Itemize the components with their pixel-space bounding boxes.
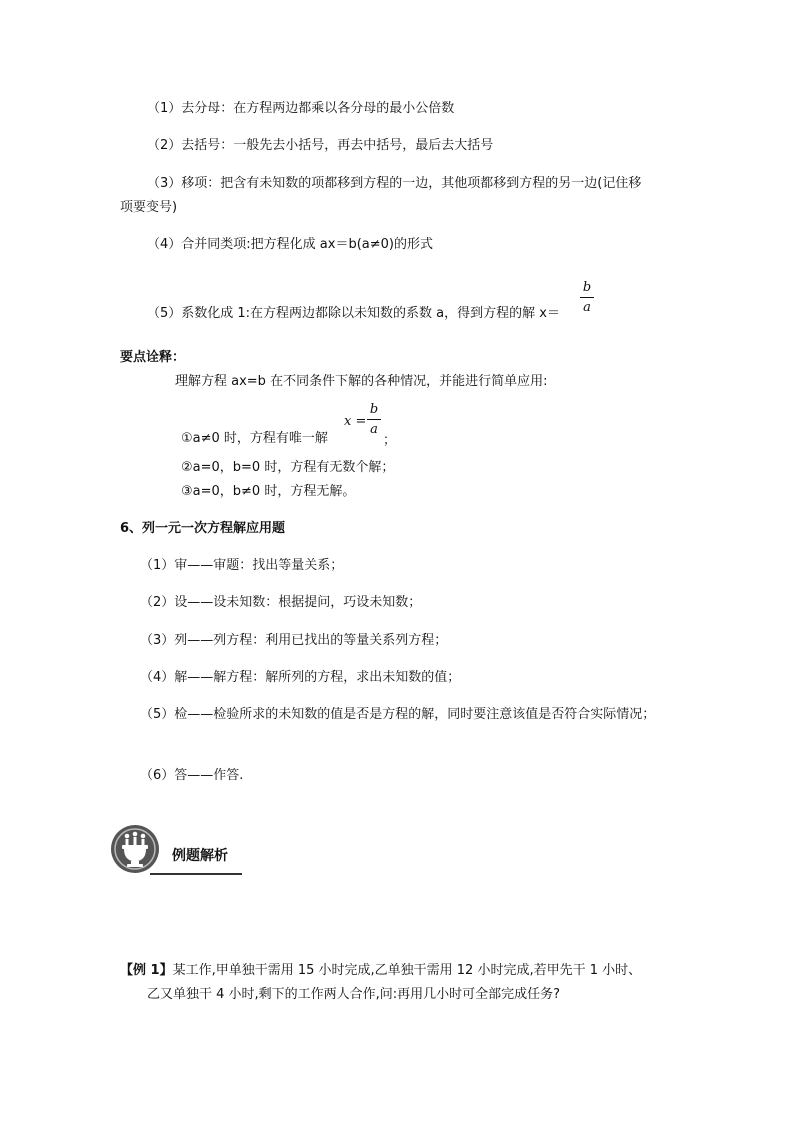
case-3: ③a=0，b≠0 时，方程无解。 <box>181 484 356 499</box>
fraction-denominator: a <box>583 300 591 315</box>
cup-icon <box>110 824 160 874</box>
step-5: （5）系数化成 1:在方程两边都除以未知数的系数 a，得到方程的解 x＝ <box>147 306 560 321</box>
section-6-item-1: （1）审——审题：找出等量关系； <box>140 558 344 573</box>
section-6-item-2: （2）设——设未知数：根据提问，巧设未知数； <box>140 595 422 610</box>
case-1: ①a≠0 时，方程有唯一解 <box>181 431 328 446</box>
key-points-intro: 理解方程 ax=b 在不同条件下解的各种情况，并能进行简单应用: <box>175 374 548 389</box>
step-2: （2）去括号：一般先去小括号，再去中括号，最后去大括号 <box>147 138 494 153</box>
example-label: 【例 1】 <box>120 963 173 978</box>
case-1-end: ； <box>383 433 397 448</box>
banner-underline <box>150 873 242 875</box>
step-5-fraction <box>580 279 594 316</box>
case-2: ②a=0，b=0 时，方程有无数个解； <box>181 460 395 475</box>
step-3-line-2: 项要变号) <box>120 200 178 215</box>
case-1-x: x = <box>344 414 367 429</box>
example-1-text-1: 某工作,甲单独干需用 15 小时完成,乙单独干需用 12 小时完成,若甲先干 1 小时、 <box>172 963 642 978</box>
step-1: （1）去分母：在方程两边都乘以各分母的最小公倍数 <box>147 101 455 116</box>
fraction-bar <box>580 297 594 298</box>
fraction-numerator: b <box>582 280 592 295</box>
fraction-bar <box>367 419 381 420</box>
example-1-line-2: 乙又单独干 4 小时,剩下的工作两人合作,问:再用几小时可全部完成任务? <box>147 987 561 1002</box>
section-6-item-5: （5）检——检验所求的未知数的值是否是方程的解，同时要注意该值是否符合实际情况； <box>140 707 656 722</box>
example-1-line-1 <box>120 962 641 980</box>
section-6-item-6: （6）答——作答. <box>140 768 244 783</box>
case-1-fraction <box>367 401 381 438</box>
fraction-numerator: b <box>369 402 379 417</box>
key-points-heading: 要点诠释： <box>120 350 186 365</box>
section-6-heading: 6、列一元一次方程解应用题 <box>120 521 286 536</box>
banner-title: 例题解析 <box>172 848 228 864</box>
step-3-line-1: （3）移项：把含有未知数的项都移到方程的一边，其他项都移到方程的另一边(记住移 <box>147 176 642 191</box>
step-4: （4）合并同类项:把方程化成 ax＝b(a≠0)的形式 <box>147 237 433 252</box>
section-6-item-4: （4）解——解方程：解所列的方程，求出未知数的值； <box>140 670 461 685</box>
section-6-item-3: （3）列——列方程：利用已找出的等量关系列方程； <box>140 633 448 648</box>
fraction-denominator: a <box>370 422 378 437</box>
